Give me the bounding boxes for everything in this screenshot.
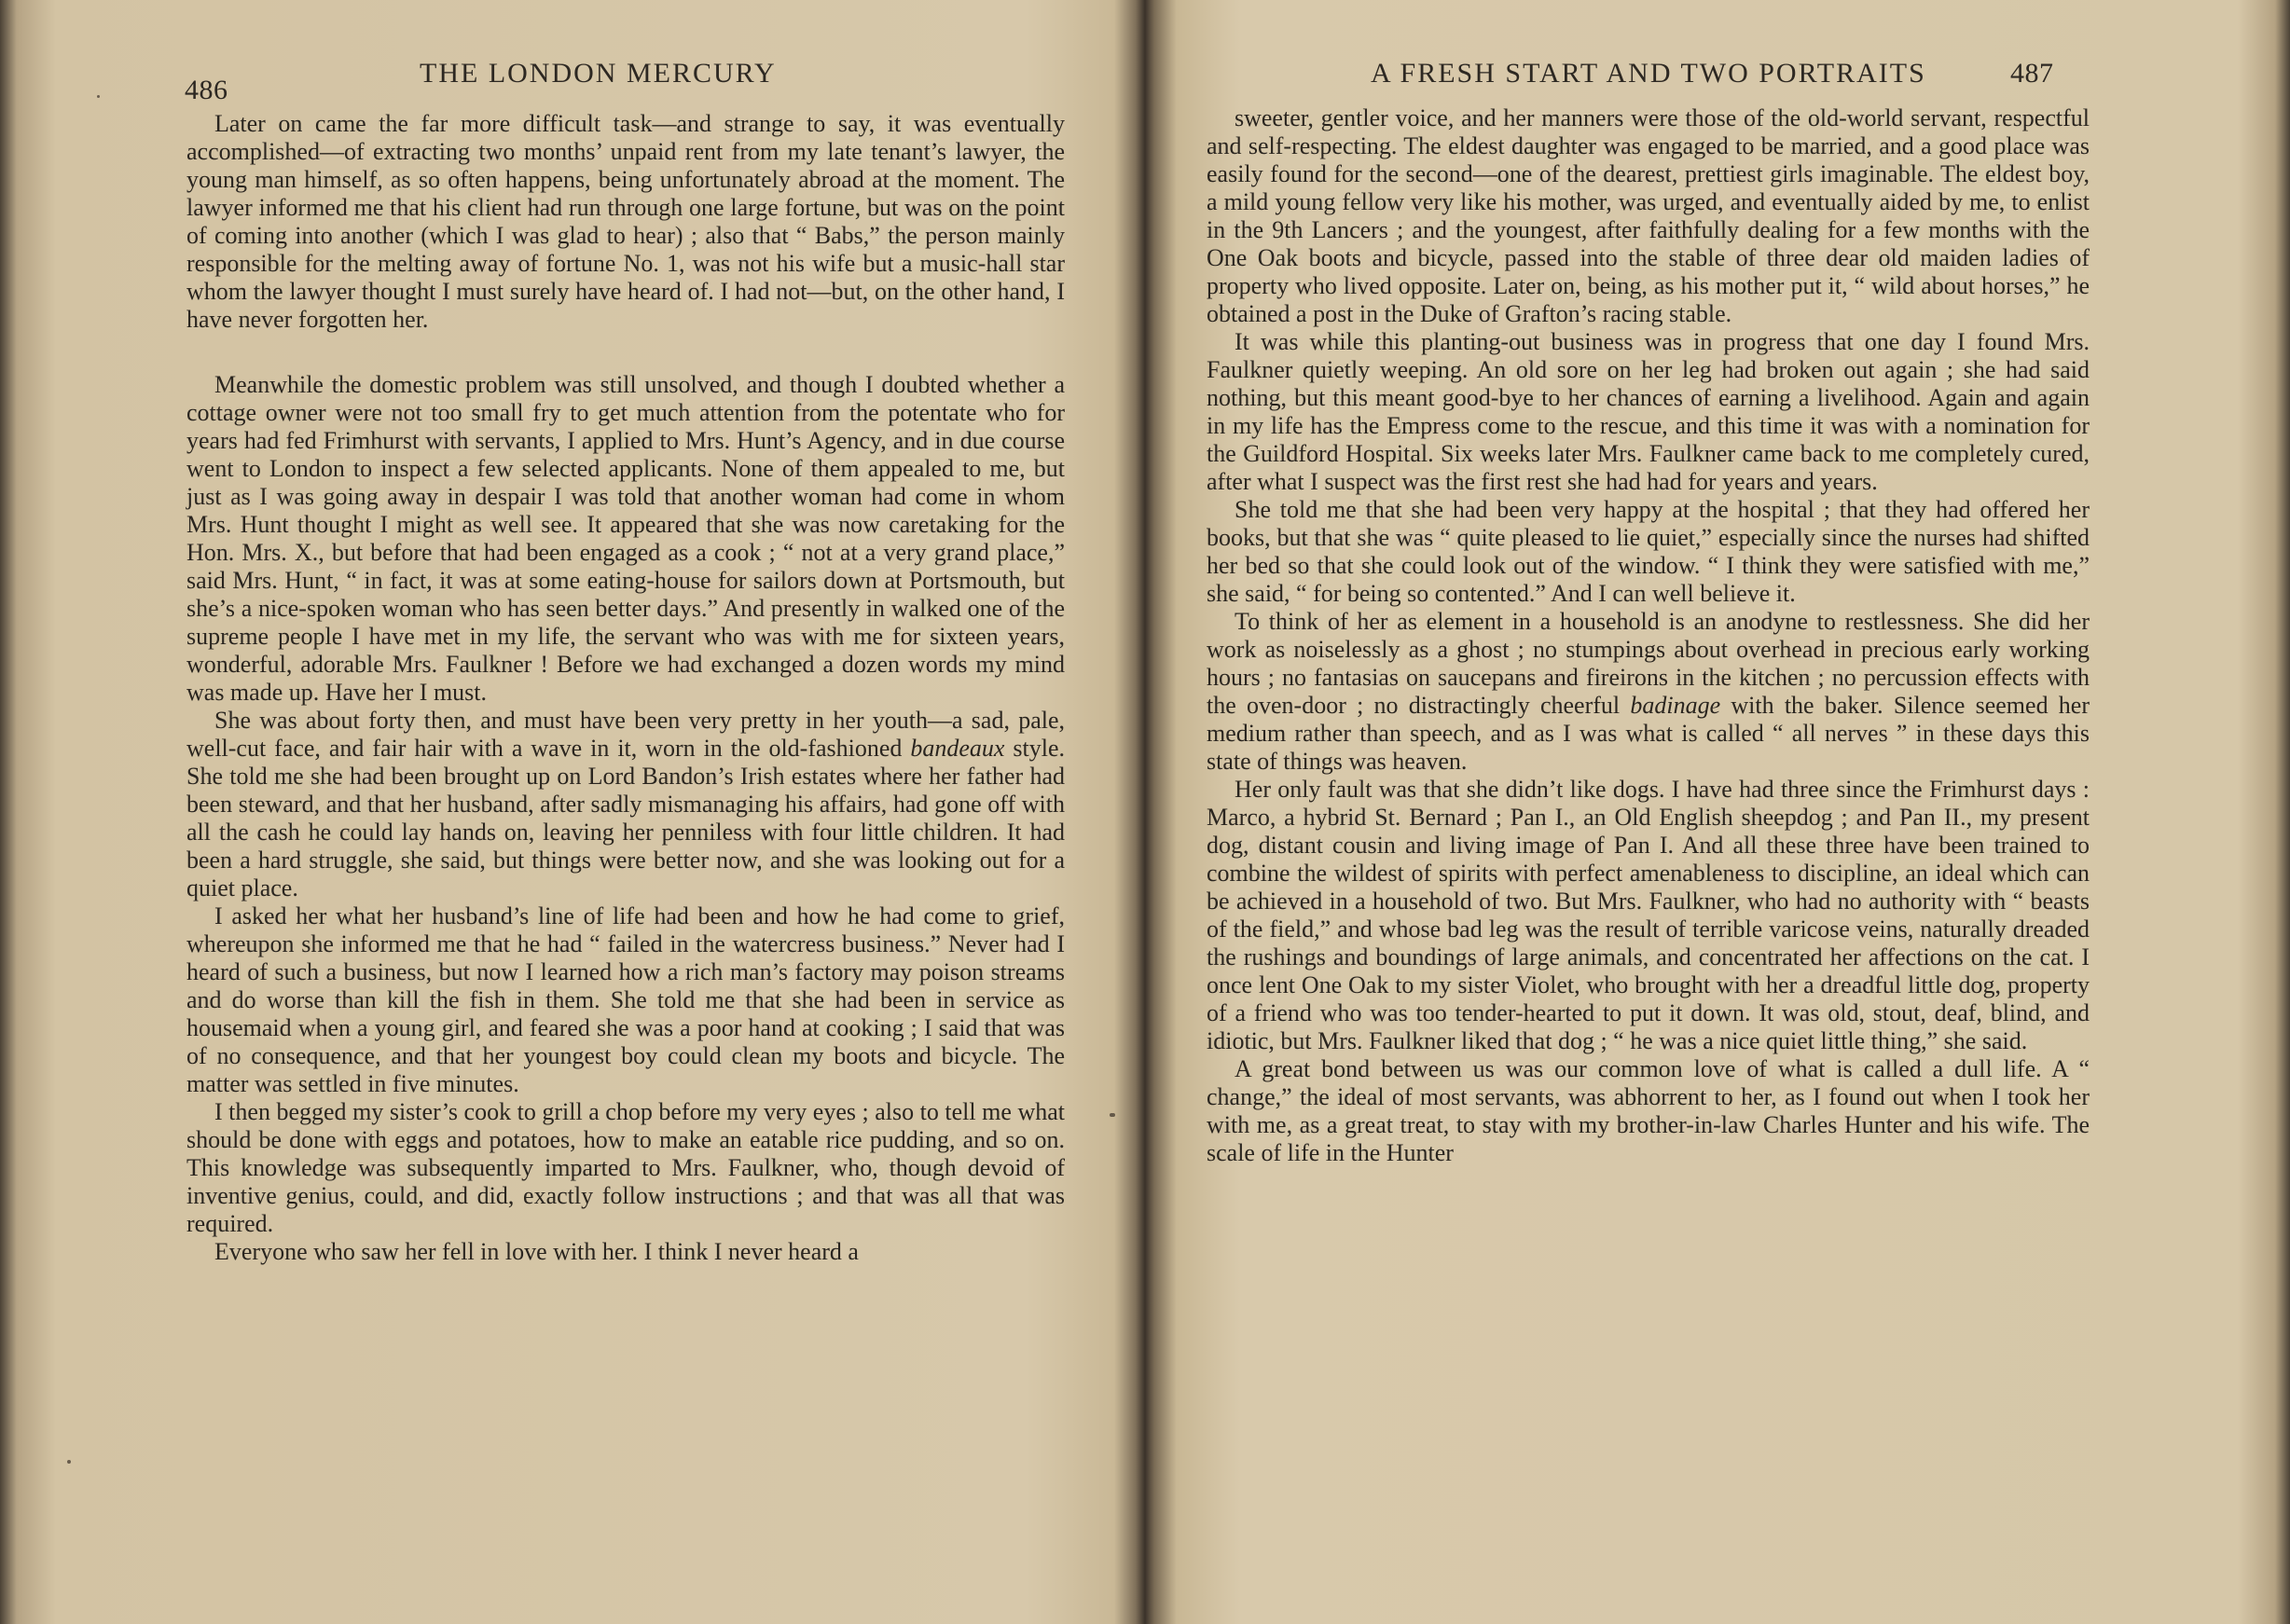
paragraph [1207, 1055, 2090, 1167]
italic-text: bandeaux [910, 735, 1005, 762]
text-run: A great bond between us was our common love of what is called a dull life. A “ change,” the ideal of most servants, was abhorrent to her, as I found out when I took her with me, as a great treat, to stay with my brother-in-law Charles Hunter and his wife. The scale of life in the Hunter [1207, 1055, 2090, 1166]
ink-speck [97, 95, 100, 98]
text-run: She told me that she had been very happy at the hospital ; that they had offered her books, but that she was “ quite pleased to lie quiet,” especially since the nurses had shifted her bed so that she could look out of the window. “ I think they were satisfied with me,” she said, “ for being so contented.” And I can well believe it. [1207, 496, 2090, 607]
text-run: style. She told me she had been brought up on Lord Bandon’s Irish estates where her father had been steward, and that her husband, after sadly mismanaging his affairs, had gone off with all the cash he could lay hands on, leaving her penniless with four little children. It had been a hard struggle, she said, but things were better now, and she was looking out for a quiet place. [186, 735, 1065, 901]
paragraph [1207, 104, 2090, 328]
text-run: with the baker. Silence seemed her medium rather than speech, and as I was what is called “ all nerves ” in these days this state of things was heaven. [1207, 692, 2090, 775]
text-run: I then begged my sister’s cook to grill a chop before my very eyes ; also to tell me what should be done with eggs and potatoes, how to make an eatable rice pudding, and so on. This knowledge was subsequently imparted to Mrs. Faulkner, who, though devoid of inventive genius, could, and did, exactly follow instructions ; and that was all that was required. [186, 1098, 1065, 1237]
text-run: sweeter, gentler voice, and her manners were those of the old-world servant, respectful and self-respecting. The eldest daughter was engaged to be married, and a good place was easily found for the second—one of the dearest, prettiest girls imaginable. The eldest boy, a mild young fellow very like his mother, was urged, and eventually aided by me, to enlist in the 9th Lancers ; and the youngest, after faithfully dealing for a few months with the One Oak boots and bicycle, passed into the stable of three dear old maiden ladies of property who lived opposite. Later on, being, as his mother put it, “ wild about horses,” he obtained a post in the Duke of Grafton’s racing stable. [1207, 104, 2090, 327]
text-run: She was about forty then, and must have been very pretty in her youth—a sad, pale, well-cut face, and fair hair with a wave in it, worn in the old-fashioned [186, 707, 1065, 762]
page-header [0, 58, 1139, 104]
page-header [1151, 58, 2290, 104]
paragraph [186, 1238, 1065, 1266]
paragraph [1207, 608, 2090, 776]
paragraph [186, 110, 1065, 334]
text-run: Meanwhile the domestic problem was still unsolved, and though I doubted whether a cottage owner were not too small fry to get much attention from the potentate who for years had fed Frimhurst with servants, I applied to Mrs. Hunt’s Agency, and in due course went to London to inspect a few selected applicants. None of them appealed to me, but just as I was going away in despair I was told that another woman had come in whom Mrs. Hunt thought I might as well see. It appeared that she was now caretaking for the Hon. Mrs. X., but before that had been engaged as a cook ; “ not at a very grand place,” said Mrs. Hunt, “ in fact, it was at some eating-house for sailors down at Portsmouth, but she’s a nice-spoken woman who has seen better days.” And presently in walked one of the supreme people I have met in my life, the servant who was with me for sixteen years, wonderful, adorable Mrs. Faulkner ! Before we had exchanged a dozen words my mind was made up. Have her I must. [186, 371, 1065, 706]
text-run: It was while this planting-out business was in progress that one day I found Mrs. Faulkner quietly weeping. An old sore on her leg had broken out again ; she had said nothing, but this meant good-bye to her chances of earning a livelihood. Again and again in my life has the Empress come to the rescue, and this time it was with a nomination for the Guildford Hospital. Six weeks later Mrs. Faulkner came back to me completely cured, after what I suspect was the first rest she had had for years and years. [1207, 328, 2090, 495]
paragraph [186, 371, 1065, 707]
paragraph [186, 707, 1065, 902]
ink-speck [1110, 1113, 1115, 1117]
text-run: I asked her what her husband’s line of life had been and how he had come to grief, whereupon she informed me that he had “ failed in the watercress business.” Never had I heard of such a business, but now I learned how a rich man’s factory may poison streams and do worse than kill the fish in them. She told me that she had been in service as housemaid when a young girl, and feared she was a poor hand at cooking ; I said that was of no consequence, and that her youngest boy could clean my boots and bicycle. The matter was settled in five minutes. [186, 902, 1065, 1097]
page-number: 486 [185, 75, 228, 105]
running-head: THE LONDON MERCURY [420, 58, 777, 89]
text-run: Her only fault was that she didn’t like dogs. I have had three since the Frimhurst days : Marco, a hybrid St. Bernard ; Pan I., an Old English sheepdog ; and Pan II., my present dog, distant cousin and living image of Pan I. And all these three have been trained to combine the wildest of spirits with perfect amenableness to discipline, an ideal which can be achieved in a household of two. But Mrs. Faulkner, who had no authority with “ beasts of the field,” and whose bad leg was the result of terrible varicose veins, naturally dreaded the rushings and boundings of large animals, and concentrated her affections on the cat. I once lent One Oak to my sister Violet, who brought with her a dreadful little dog, property of a friend who was too tender-hearted to put it down. It was old, stout, deaf, blind, and idiotic, but Mrs. Faulkner liked that dog ; “ he was a nice quiet little thing,” she said. [1207, 776, 2090, 1054]
body-text [1207, 104, 2090, 1167]
paragraph [1207, 328, 2090, 496]
running-head: A FRESH START AND TWO PORTRAITS [1371, 58, 1926, 89]
paragraph [186, 902, 1065, 1098]
italic-text: badinage [1630, 692, 1721, 719]
body-text [186, 110, 1065, 1266]
right-page [1151, 0, 2290, 1624]
left-page [0, 0, 1139, 1624]
page-number: 487 [2010, 58, 2054, 89]
ink-speck [67, 1460, 71, 1464]
paragraph [186, 1098, 1065, 1238]
text-run: Everyone who saw her fell in love with her. I think I never heard a [214, 1238, 859, 1265]
paragraph [1207, 496, 2090, 608]
text-run: Later on came the far more difficult task—and strange to say, it was eventually accomplished—of extracting two months’ unpaid rent from my late tenant’s lawyer, the young man himself, as so often happens, being unfortunately abroad at the moment. The lawyer informed me that his client had run through one large fortune, but was on the point of coming into another (which I was glad to hear) ; also that “ Babs,” the person mainly responsible for the melting away of fortune No. 1, was not his wife but a music-hall star whom the lawyer thought I must surely have heard of. I had not—but, on the other hand, I have never forgotten her. [186, 110, 1065, 333]
paragraph [1207, 776, 2090, 1055]
text-run: To think of her as element in a household is an anodyne to restlessness. She did her work as noiselessly as a ghost ; no stumpings about overhead in precious early working hours ; no fantasias on saucepans and fireirons in the kitchen ; no percussion effects with the oven-door ; no distractingly cheerful [1207, 608, 2090, 719]
